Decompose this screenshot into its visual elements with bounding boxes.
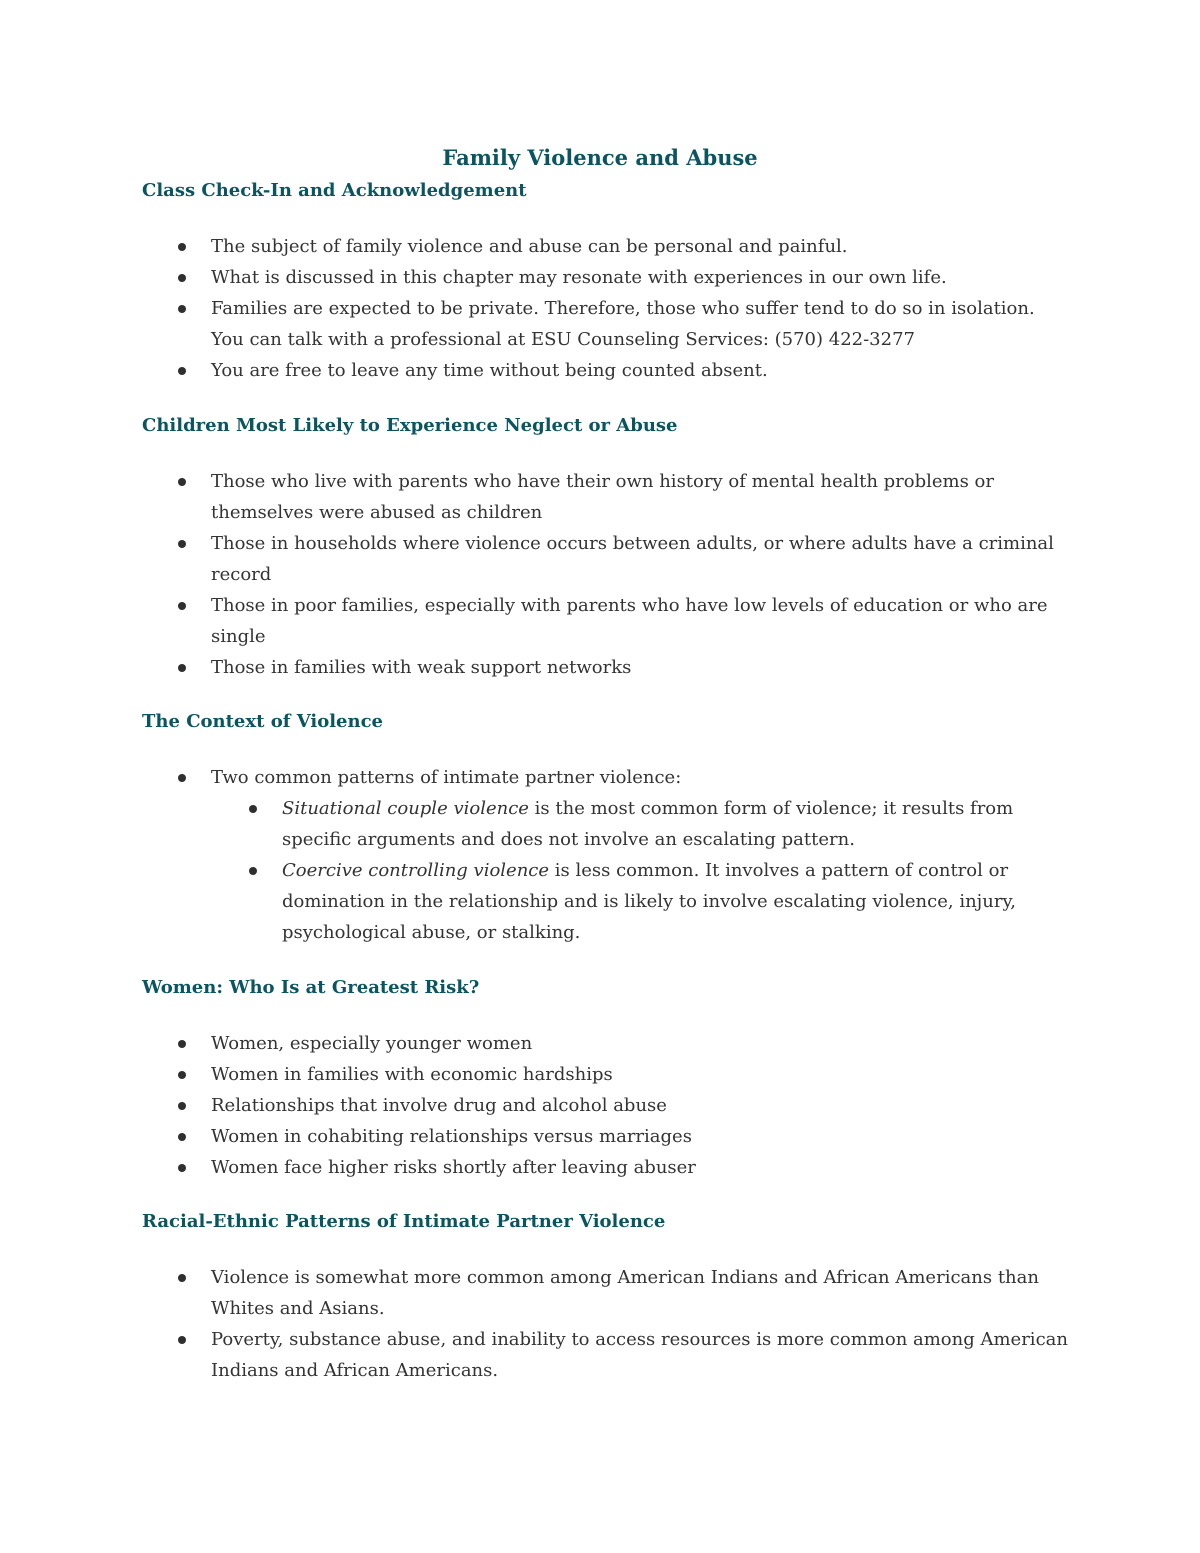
bullet-icon <box>178 1102 186 1110</box>
list-item: The subject of family violence and abuse can be personal and painful. <box>142 231 1082 262</box>
list-item: Families are expected to be private. Therefore, those who suffer tend to do so in isolation. You can talk with a professional at ESU Counseling Services: (570) 422-3277 <box>142 293 1082 355</box>
list-item: Women face higher risks shortly after leaving abuser <box>142 1152 1082 1183</box>
term-coercive-controlling-violence: Coercive controlling violence <box>282 860 550 881</box>
list-item: Two common patterns of intimate partner violence: <box>142 762 1082 793</box>
section-heading: Women: Who Is at Greatest Risk? <box>142 977 480 998</box>
bullet-icon <box>178 1133 186 1141</box>
bullet-icon <box>178 1274 186 1282</box>
list-item: You are free to leave any time without being counted absent. <box>142 355 1082 386</box>
term-situational-couple-violence: Situational couple violence <box>282 798 529 819</box>
bullet-list <box>142 1262 1082 1386</box>
list-item: Women in families with economic hardships <box>142 1059 1082 1090</box>
bullet-icon <box>178 243 186 251</box>
bullet-list <box>142 231 1082 386</box>
bullet-icon <box>178 1071 186 1079</box>
list-item: Relationships that involve drug and alcohol abuse <box>142 1090 1082 1121</box>
bullet-icon <box>249 867 257 875</box>
bullet-icon <box>178 602 186 610</box>
bullet-list <box>142 466 1082 683</box>
bullet-icon <box>178 367 186 375</box>
list-item: Those in poor families, especially with parents who have low levels of education or who are single <box>142 590 1082 652</box>
list-item: Women, especially younger women <box>142 1028 1082 1059</box>
bullet-icon <box>178 305 186 313</box>
list-item: Situational couple violence is the most common form of violence; it results from specific arguments and does not involve an escalating pattern. <box>213 793 1082 855</box>
section-heading: The Context of Violence <box>142 711 383 732</box>
list-item: Violence is somewhat more common among American Indians and African Americans than Whites and Asians. <box>142 1262 1082 1324</box>
list-item: Coercive controlling violence is less common. It involves a pattern of control or domination in the relationship and is likely to involve escalating violence, injury, psychological abuse, or stalking. <box>213 855 1082 948</box>
bullet-icon <box>178 274 186 282</box>
list-item: Poverty, substance abuse, and inability to access resources is more common among American Indians and African Americans. <box>142 1324 1082 1386</box>
list-item: Those in households where violence occurs between adults, or where adults have a criminal record <box>142 528 1082 590</box>
list-item: What is discussed in this chapter may resonate with experiences in our own life. <box>142 262 1082 293</box>
list-item: Women in cohabiting relationships versus marriages <box>142 1121 1082 1152</box>
bullet-icon <box>178 774 186 782</box>
bullet-icon <box>178 1040 186 1048</box>
list-item: Those who live with parents who have their own history of mental health problems or themselves were abused as children <box>142 466 1082 528</box>
section-heading: Class Check-In and Acknowledgement <box>142 180 527 201</box>
sub-bullet-list <box>213 793 1082 948</box>
section-class-check-in <box>142 176 1082 386</box>
bullet-icon <box>249 805 257 813</box>
section-context-of-violence <box>142 707 1082 948</box>
bullet-list <box>142 1028 1082 1183</box>
list-item: Those in families with weak support networks <box>142 652 1082 683</box>
section-women-greatest-risk <box>142 973 1082 1183</box>
section-racial-ethnic-patterns <box>142 1207 1082 1386</box>
page-title: Family Violence and Abuse <box>442 145 758 170</box>
bullet-icon <box>178 1336 186 1344</box>
section-heading: Children Most Likely to Experience Neglect or Abuse <box>142 415 678 436</box>
section-heading: Racial-Ethnic Patterns of Intimate Partner Violence <box>142 1211 666 1232</box>
bullet-icon <box>178 478 186 486</box>
bullet-icon <box>178 664 186 672</box>
bullet-list <box>142 762 1082 793</box>
section-children-at-risk <box>142 411 1082 683</box>
bullet-icon <box>178 540 186 548</box>
bullet-icon <box>178 1164 186 1172</box>
